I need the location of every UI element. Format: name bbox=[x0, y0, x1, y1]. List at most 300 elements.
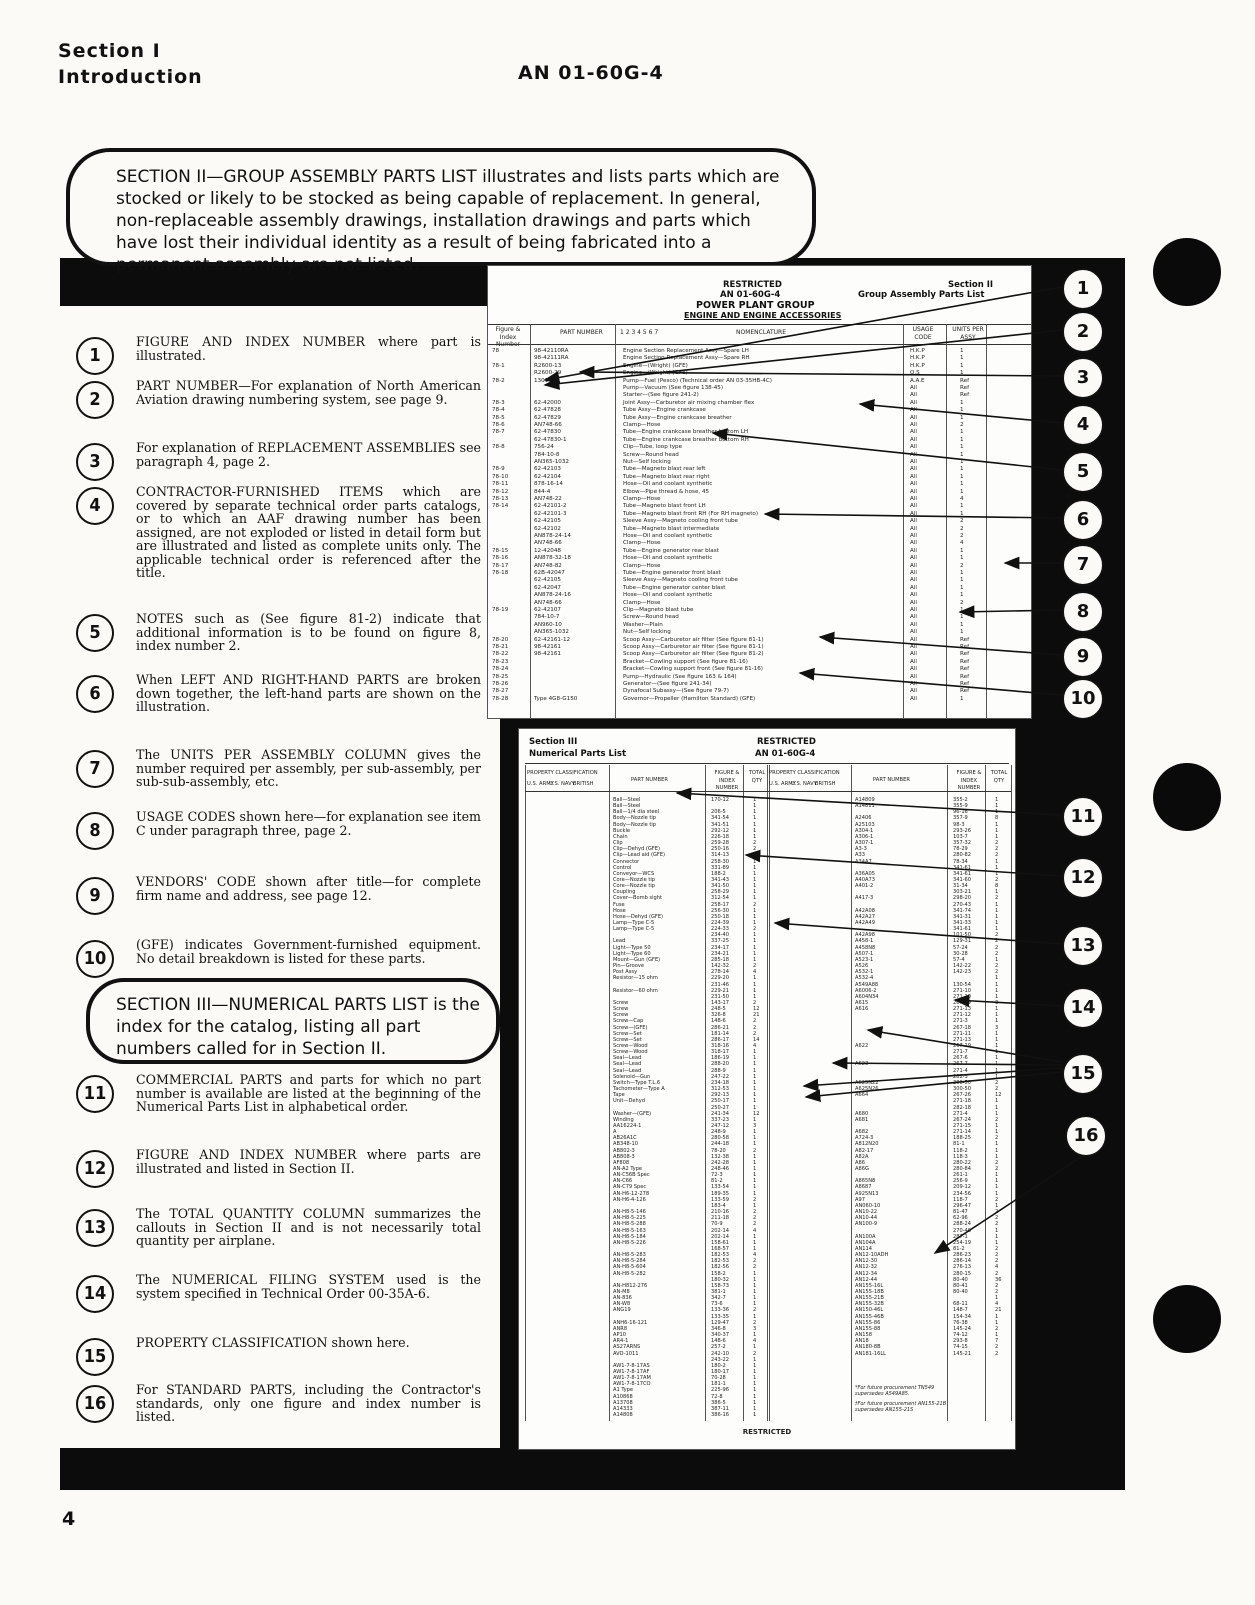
sheet2-cell-units: 1 bbox=[960, 629, 964, 636]
sheet2-cell-nomen: Engine—(Wright) (GFE) bbox=[623, 362, 688, 369]
sheet2-cell-units: 1 bbox=[960, 547, 964, 554]
sheet3-cell-part: Connector bbox=[613, 858, 640, 865]
sheet3-cell-fig: 148-6 bbox=[711, 1018, 726, 1025]
sheet3-cell-fig: 286-23 bbox=[953, 1252, 972, 1259]
sheet3-cell-fig: 80-40 bbox=[953, 1289, 968, 1295]
sheet2-cell-part: 1301-F bbox=[534, 377, 554, 384]
sheet3-cell-fig: 170-12 bbox=[711, 797, 730, 803]
sheet2-cell-units: 1 bbox=[960, 510, 964, 517]
sheet3-cell-fig: 288-24 bbox=[953, 1221, 972, 1228]
legend-number-circle: 14 bbox=[76, 1275, 114, 1313]
sheet3-cell-qty: 4 bbox=[753, 1252, 757, 1259]
legend-number-circle: 16 bbox=[76, 1385, 114, 1423]
sheet3-cell-qty: 2 bbox=[995, 1350, 999, 1357]
sheet3-cell-fig: 341-43 bbox=[711, 876, 730, 883]
sheet2-cell-part: 62-42000 bbox=[534, 399, 561, 406]
sheet3-cell-fig: 337-25 bbox=[711, 938, 730, 945]
sheet3-cell-qty: 1 bbox=[995, 1049, 999, 1056]
sheet3-cell-qty: 1 bbox=[753, 1098, 757, 1105]
sheet3-cell-part: AN-H8-5-184 bbox=[613, 1233, 646, 1240]
sheet3-cell-qty: 2 bbox=[753, 1258, 757, 1265]
sheet2-cell-part: AN748-66 bbox=[534, 540, 562, 547]
sheet3-cell-fig: 341-50 bbox=[711, 883, 730, 890]
sheet3-cell-fig: 80-40 bbox=[953, 1276, 968, 1283]
sheet3-col-army: U.S. ARMY bbox=[769, 781, 796, 787]
sheet2-cell-nomen: Tube—Engine crankcase breather bottom RH bbox=[623, 436, 749, 443]
sheet3-cell-part: AP10 bbox=[613, 1332, 627, 1339]
sheet2-cell-nomen: Tube—Magneto blast rear right bbox=[623, 473, 710, 480]
sheet2-cell-fig: 78-28 bbox=[492, 695, 509, 702]
sheet3-cell-fig: 73-6 bbox=[711, 1301, 723, 1308]
sheet2-col-usage: USAGE CODE bbox=[912, 326, 934, 341]
sheet3-cell-part: Screw—(GFE) bbox=[613, 1024, 648, 1031]
sheet2-cell-usage: All bbox=[910, 555, 917, 562]
sheet2-cell-usage: All bbox=[910, 436, 917, 443]
sheet3-cell-part: AN-H8-5-288 bbox=[613, 1221, 646, 1228]
sheet3-cell-qty: 1 bbox=[753, 1332, 757, 1339]
sheet3-cell-fig: 133-54 bbox=[711, 1184, 730, 1191]
sheet2-cell-fig: 78-16 bbox=[492, 555, 509, 562]
sheet3-cell-qty: 1 bbox=[995, 956, 999, 963]
sheet3-cell-fig: 271-15 bbox=[953, 1122, 972, 1129]
sheet2-cell-part: 62-42105 bbox=[534, 577, 561, 584]
sheet3-col-part: PART NUMBER bbox=[873, 777, 910, 783]
sheet3-col-prop: PROPERTY CLASSIFICATION bbox=[769, 770, 840, 776]
sheet3-cell-qty: 12 bbox=[995, 1092, 1002, 1099]
sheet3-cell-fig: 271-10 bbox=[953, 987, 972, 994]
sheet3-cell-qty: 1 bbox=[995, 1190, 999, 1197]
sheet3-cell-qty: 1 bbox=[753, 797, 757, 803]
section-title: Section I bbox=[58, 40, 161, 62]
sheet2-cell-usage: All bbox=[910, 577, 917, 584]
sheet3-cell-qty: 1 bbox=[753, 858, 757, 865]
sheet3-cell-part: A86G bbox=[855, 1166, 869, 1172]
sheet2-cell-fig: 78-9 bbox=[492, 466, 505, 473]
sheet2-cell-part: AN748-82 bbox=[534, 562, 562, 569]
sheet3-cell-fig: 341-61 bbox=[953, 926, 972, 933]
sheet2-cell-units: 1 bbox=[960, 414, 964, 421]
sheet3-cell-fig: 312-54 bbox=[711, 895, 730, 902]
sheet2-cell-nomen: Engine Section Replacement Assy—Spare RH bbox=[623, 355, 750, 362]
sheet3-cell-qty: 1 bbox=[753, 1135, 757, 1142]
sheet3-cell-fig: 78-29 bbox=[953, 846, 968, 853]
sheet3-cell-fig: 280-82 bbox=[953, 852, 972, 859]
legend-text: CONTRACTOR-FURNISHED ITEMS which are covered by separate technical order parts catalogs, or to which an AAF drawing number has been assigned, are not exploded or listed in detail form but are illustrated and listed as complete units only. The applicable technical order is referenced after the title. bbox=[136, 484, 481, 580]
sheet3-cell-qty: 2 bbox=[995, 1159, 999, 1166]
sheet3-cell-qty: 1 bbox=[753, 975, 757, 982]
sheet3-cell-part: AN12-32 bbox=[855, 1264, 878, 1271]
sheet3-cell-fig: 133-36 bbox=[711, 1307, 730, 1314]
sheet3-cell-fig: 78-20 bbox=[711, 1147, 726, 1154]
legend-number-circle: 10 bbox=[76, 940, 114, 978]
sheet3-cell-qty: 1 bbox=[753, 1356, 757, 1363]
sheet3-cell-qty: 4 bbox=[753, 1338, 757, 1345]
sheet3-cell-qty: 1 bbox=[995, 987, 999, 994]
sheet3-cell-qty: 1 bbox=[753, 938, 757, 945]
sheet3-cell-part: ANG19 bbox=[613, 1307, 631, 1314]
sheet2-cell-usage: All bbox=[910, 488, 917, 495]
sheet2-cell-units: 1 bbox=[960, 348, 964, 354]
sheet3-cell-part: A97 bbox=[855, 1196, 865, 1203]
sheet3-col-navy: U.S. NAVY bbox=[791, 781, 817, 787]
sheet3-cell-qty: 1 bbox=[995, 833, 999, 840]
sheet3-cell-qty: 2 bbox=[995, 876, 999, 883]
sheet3-cell-fig: 282-18 bbox=[953, 1104, 972, 1111]
sheet3-cell-fig: 62-96 bbox=[953, 1215, 968, 1222]
sheet3-cell-qty: 36 bbox=[995, 1276, 1002, 1283]
sheet3-cell-part: A664 bbox=[855, 1092, 869, 1099]
sheet2-cell-fig: 78 bbox=[492, 348, 500, 354]
sheet3-cell-part: A681 bbox=[855, 1116, 869, 1123]
sheet3-cell-fig: 143-17 bbox=[711, 999, 730, 1006]
sheet2-cell-usage: All bbox=[910, 525, 917, 532]
sheet3-cell-fig: 267-19 bbox=[953, 999, 972, 1006]
sheet3-cell-qty: 1 bbox=[753, 950, 757, 957]
sheet2-cell-nomen: Tube—Engine generator center blast bbox=[623, 584, 726, 591]
sheet3-cell-qty: 3 bbox=[753, 1122, 757, 1129]
sheet3-cell-part: A623 bbox=[855, 1061, 869, 1068]
sheet3-cell-fig: 226-18 bbox=[711, 833, 730, 840]
sheet3-cell-qty: 2 bbox=[995, 846, 999, 853]
sheet3-cell-part: A616 bbox=[855, 1006, 869, 1013]
arrow-12 bbox=[746, 855, 1062, 876]
sheet3-cell-fig: 271-14 bbox=[953, 1129, 972, 1136]
sheet3-cell-fig: 142-23 bbox=[953, 969, 972, 976]
sheet3-cell-qty: 2 bbox=[753, 1215, 757, 1222]
section-subtitle: Introduction bbox=[58, 66, 203, 88]
sheet3-cell-fig: 103-7 bbox=[953, 833, 968, 840]
sheet3-cell-fig: 280-84 bbox=[953, 1166, 972, 1172]
sheet3-col-prop: PROPERTY CLASSIFICATION bbox=[527, 770, 598, 776]
sheet3-cell-fig: 158-61 bbox=[711, 1239, 730, 1246]
sheet3-cell-qty: 1 bbox=[753, 1368, 757, 1375]
sheet2-cell-nomen: Pump—Vacuum (See figure 138-45) bbox=[623, 385, 724, 391]
sheet2-subgroup: ENGINE AND ENGINE ACCESSORIES bbox=[684, 311, 842, 320]
sheet2-cell-nomen: Pump—Hydraulic (See figure 163 & 164) bbox=[623, 673, 737, 680]
sheet3-cell-fig: 30-28 bbox=[953, 950, 968, 957]
sheet2-cell-nomen: Generator—(See figure 241-34) bbox=[623, 681, 712, 687]
sheet3-cell-qty: 1 bbox=[753, 1141, 757, 1148]
sheet2-cell-part: 62-42103 bbox=[534, 466, 561, 473]
legend-text: For explanation of REPLACEMENT ASSEMBLIES see paragraph 4, page 2. bbox=[136, 440, 481, 469]
sheet3-cell-fig: 270-43 bbox=[953, 901, 972, 908]
legend-number-circle: 12 bbox=[76, 1150, 114, 1188]
sheet3-cell-part: A bbox=[613, 1129, 617, 1136]
sheet3-cell-part: Screw—Wood bbox=[613, 1043, 648, 1049]
sheet3-cell-part: Clip bbox=[613, 840, 623, 847]
sheet2-cell-nomen: Tube—Magneto blast front RH (For RH magneto) bbox=[623, 510, 759, 517]
arrow-13 bbox=[775, 923, 1062, 944]
section2-text: SECTION II—GROUP ASSEMBLY PARTS LIST illustrates and lists parts which are stocked or likely to be stocked as being capable of replacement. In general, non-replaceable assembly drawings, installation drawings and parts which have lost their individual identity as a result of being fabricated into a permanent assembly are not listed. bbox=[116, 167, 780, 275]
sheet3-cell-part: A40A73 bbox=[855, 876, 875, 883]
sheet3-cell-part: Cover—Bomb sight bbox=[613, 895, 662, 902]
sheet3-cell-fig: 298-20 bbox=[953, 895, 972, 902]
sheet3-cell-fig: 314-13 bbox=[711, 852, 730, 859]
sheet2-cell-part: Type 4G8-G150 bbox=[534, 695, 578, 702]
sheet3-section: Section III bbox=[529, 737, 578, 747]
sheet3-cell-qty: 1 bbox=[995, 858, 999, 865]
sheet3-cell-part: AN-H8-5-284 bbox=[613, 1258, 646, 1265]
sheet2-cell-usage: All bbox=[910, 584, 917, 591]
sheet3-cell-fig: 81-47 bbox=[953, 1209, 968, 1216]
sheet3-cell-part: AN-H8-5-163 bbox=[613, 1227, 646, 1234]
sheet3-cell-fig: 250-16 bbox=[711, 846, 730, 853]
sheet3-cell-part: AVO-1011 bbox=[613, 1350, 639, 1357]
sheet2-cell-fig: 78-22 bbox=[492, 651, 509, 658]
sheet3-cell-qty: 1 bbox=[995, 797, 999, 803]
sheet3-cell-qty: 1 bbox=[753, 1233, 757, 1240]
sheet3-cell-qty: 1 bbox=[753, 1344, 757, 1351]
page-number: 4 bbox=[62, 1508, 76, 1530]
sheet3-cell-fig: 318-17 bbox=[711, 1049, 730, 1056]
sheet3-cell-part: AN158 bbox=[855, 1332, 873, 1339]
legend-number-circle: 2 bbox=[76, 381, 114, 419]
sheet3-cell-fig: 158-73 bbox=[711, 1282, 730, 1289]
sheet3-cell-qty: 1 bbox=[995, 1141, 999, 1148]
sheet2-cell-units: 2 bbox=[960, 599, 964, 606]
sheet2-cell-part: 62B-42047 bbox=[534, 570, 565, 576]
sheet3-cell-qty: 21 bbox=[753, 1012, 760, 1019]
sheet3-cell-fig: 278-14 bbox=[711, 969, 730, 976]
sheet3-cell-qty: 1 bbox=[753, 1387, 757, 1394]
sheet3-cell-qty: 1 bbox=[995, 1184, 999, 1191]
sheet3-cell-fig: 271-13 bbox=[953, 1036, 972, 1043]
sheet3-cell-fig: 248-46 bbox=[711, 1166, 730, 1172]
sheet3-cell-part: Switch—Type T.L.6 bbox=[613, 1079, 661, 1086]
sheet3-cell-qty: 1 bbox=[753, 809, 757, 816]
sheet3-cell-fig: 267-18 bbox=[953, 1024, 972, 1031]
sheet3-cell-fig: 231-46 bbox=[711, 981, 730, 988]
sheet3-cell-fig: 258-17 bbox=[711, 901, 730, 908]
sheet3-cell-fig: 341-54 bbox=[711, 815, 730, 822]
sheet3-cell-qty: 2 bbox=[995, 963, 999, 970]
sheet2-cell-usage: All bbox=[910, 629, 917, 636]
sheet2-cell-nomen: Sleeve Assy—Magneto cooling front tube bbox=[623, 577, 738, 584]
sheet2-restricted: RESTRICTED bbox=[723, 280, 782, 290]
sheet3-cell-part: AN12-30 bbox=[855, 1258, 878, 1265]
sheet3-cell-part: Screw—Set bbox=[613, 1036, 642, 1043]
sheet3-cell-part: AN-H8-5-146 bbox=[613, 1209, 646, 1216]
sheet2-cell-fig: 78-10 bbox=[492, 473, 509, 480]
legend-text: COMMERCIAL PARTS and parts for which no part number is available are listed at the beginning of the Numerical Parts List in alphabetical order. bbox=[136, 1072, 481, 1114]
sheet3-cell-part: A523-1 bbox=[855, 956, 874, 963]
sheet3-cell-qty: 2 bbox=[753, 1030, 757, 1037]
sheet2-cell-usage: All bbox=[910, 399, 917, 406]
sheet2-cell-part: 98-42110RA bbox=[534, 348, 569, 354]
sheet3-cell-qty: 2 bbox=[995, 938, 999, 945]
sheet3-cell-fig: 229-20 bbox=[711, 975, 730, 982]
sheet2-cell-usage: All bbox=[910, 496, 917, 502]
sheet3-cell-qty: 1 bbox=[753, 956, 757, 963]
legend-text: (GFE) indicates Government-furnished equipment. No detail breakdown is listed for these parts. bbox=[136, 937, 481, 966]
sheet3-cell-fig: 202-14 bbox=[711, 1227, 730, 1234]
sheet3-cell-fig: 337-23 bbox=[711, 1116, 730, 1123]
sheet3-cell-part: Hose—Dehyd (GFE) bbox=[613, 913, 664, 920]
sheet3-cell-part: Buckle bbox=[613, 827, 631, 834]
sheet3-cell-qty: 2 bbox=[995, 1252, 999, 1259]
sheet3-cell-fig: 342-7 bbox=[711, 1295, 726, 1302]
sheet2-cell-part: 62-47828 bbox=[534, 407, 561, 414]
sheet2-cell-fig: 78-3 bbox=[492, 399, 505, 406]
sheet3-cell-fig: 341-51 bbox=[711, 821, 730, 828]
legend-number-circle: 7 bbox=[76, 750, 114, 788]
sheet3-cell-fig: 341-61 bbox=[953, 864, 972, 871]
sheet3-cell-fig: 271-4 bbox=[953, 1110, 968, 1117]
sheet3-cell-qty: 4 bbox=[995, 1264, 999, 1271]
sheet2-cell-units: 2 bbox=[960, 518, 964, 525]
sheet3-cell-fig: 145-21 bbox=[953, 1350, 972, 1357]
sheet3-cell-fig: 129-47 bbox=[711, 1319, 730, 1326]
callout-4: 4 bbox=[1062, 404, 1104, 446]
sheet3-cell-qty: 2 bbox=[753, 1209, 757, 1216]
sheet2-cell-nomen: Bracket—Cowling support front (See figure 81-16) bbox=[623, 666, 763, 673]
sheet3-cell-part: AN155-18B bbox=[855, 1289, 884, 1295]
sheet3-cell-qty: 1 bbox=[995, 821, 999, 828]
sheet3-cell-part: AN-H6-12-278 bbox=[613, 1190, 650, 1197]
sheet3-cell-fig: 341-74 bbox=[953, 907, 972, 914]
arrow-15d bbox=[806, 1072, 1062, 1097]
sheet3-cell-part: Light—Type 50 bbox=[613, 944, 651, 951]
sheet2-cell-fig: 78-5 bbox=[492, 414, 505, 421]
sheet3-cell-qty: 1 bbox=[995, 827, 999, 834]
sheet3-cell-qty: 1 bbox=[995, 864, 999, 871]
sheet3-cell-part: AN-A2 Type bbox=[613, 1166, 643, 1172]
sheet3-cell-fig: 70-9 bbox=[711, 1221, 723, 1228]
sheet3-cell-part: AN-H8-5-283 bbox=[613, 1252, 646, 1259]
callout-12: 12 bbox=[1062, 857, 1104, 899]
sheet3-cell-fig: 130-54 bbox=[953, 981, 972, 988]
sheet2-cell-units: 1 bbox=[960, 584, 964, 591]
sheet3-cell-part: Screw—Cap bbox=[613, 1018, 644, 1025]
sheet3-cell-part: AB26A1C bbox=[613, 1135, 637, 1142]
arrow-14 bbox=[955, 1000, 1062, 1006]
sheet3-cell-qty: 2 bbox=[995, 1079, 999, 1086]
sheet3-cell-part: A304-1 bbox=[855, 827, 874, 834]
sheet3-cell-fig: 293-8 bbox=[953, 1338, 968, 1345]
sheet2-cell-usage: All bbox=[910, 459, 917, 465]
sheet2-cell-units: Ref bbox=[960, 681, 970, 687]
sheet3-cell-qty: 1 bbox=[995, 1147, 999, 1154]
sheet2-cell-nomen: Hose—Oil and coolant synthetic bbox=[623, 533, 713, 539]
sheet3-cell-fig: 288-9 bbox=[711, 1067, 726, 1074]
sheet3-cell-fig: 231-50 bbox=[711, 993, 730, 1000]
sheet2-cell-part: 62-42104 bbox=[534, 473, 561, 480]
sheet3-cell-qty: 4 bbox=[995, 1301, 999, 1308]
sheet3-cell-fig: 81-2 bbox=[953, 1245, 965, 1252]
legend-number-circle: 8 bbox=[76, 812, 114, 850]
sheet3-cell-qty: 1 bbox=[995, 809, 999, 816]
sheet2-cell-part: 12-42048 bbox=[534, 547, 561, 554]
arrow-9 bbox=[820, 637, 1062, 655]
sheet3-cell-qty: 2 bbox=[995, 895, 999, 902]
sheet3-cell-fig: 181-1 bbox=[711, 1381, 726, 1388]
sheet3-cell-fig: 261-1 bbox=[953, 1172, 968, 1179]
sheet3-cell-fig: 241-34 bbox=[711, 1110, 730, 1117]
sheet3-cell-qty: 1 bbox=[995, 1153, 999, 1160]
sheet3-cell-fig: 142-22 bbox=[953, 963, 972, 970]
sheet3-cell-fig: 267-6 bbox=[953, 1055, 968, 1062]
sheet2-cell-nomen: Tube Assy—Engine crankcase bbox=[623, 407, 706, 414]
sheet3-cell-qty: 1 bbox=[753, 981, 757, 988]
sheet3-cell-qty: 1 bbox=[995, 1332, 999, 1339]
sheet2-cell-usage: All bbox=[910, 466, 917, 473]
sheet3-cell-qty: 1 bbox=[753, 920, 757, 926]
sheet3-cell-qty: 1 bbox=[753, 1092, 757, 1099]
callout-10: 10 bbox=[1062, 678, 1104, 720]
sheet3-cell-qty: 1 bbox=[995, 1061, 999, 1068]
sheet3-cell-qty: 1 bbox=[995, 1110, 999, 1117]
callout-14: 14 bbox=[1062, 987, 1104, 1029]
sheet3-cell-part: Mount—Gun (GFE) bbox=[613, 956, 661, 963]
sheet2-cell-nomen: Scoop Assy—Carburetor air filter (See figure 81-1) bbox=[623, 636, 764, 643]
sheet2-cell-usage: All bbox=[910, 422, 917, 428]
sheet3-cell-qty: 2 bbox=[995, 1289, 999, 1295]
sheet3-cell-fig: 158-2 bbox=[711, 1270, 726, 1277]
sheet2-cell-part: R2600-13 bbox=[534, 362, 562, 369]
legend-text: USAGE CODES shown here—for explanation see item C under paragraph three, page 2. bbox=[136, 809, 481, 838]
sheet3-cell-qty: 2 bbox=[753, 1264, 757, 1271]
sheet3-cell-fig: 234-40 bbox=[711, 932, 730, 939]
sheet3-cell-part: Clip—Dehyd (GFE) bbox=[613, 846, 660, 853]
sheet3-cell-qty: 1 bbox=[995, 1129, 999, 1136]
sheet2-cell-nomen: Nut—Self locking bbox=[623, 459, 671, 465]
sheet2-cell-usage: All bbox=[910, 651, 917, 658]
sheet3-cell-part: Hose bbox=[613, 907, 626, 914]
legend-text: NOTES such as (See figure 81-2) indicate that additional information is to be found on figure 8, index number 2. bbox=[136, 611, 481, 653]
sheet2-cell-part: AN878-24-16 bbox=[534, 592, 571, 599]
sheet3-cell-fig: 271-13 bbox=[953, 1006, 972, 1013]
sheet3-cell-fig: 258-30 bbox=[711, 858, 730, 865]
sheet2-cell-units: 4 bbox=[960, 540, 964, 547]
sheet2-cell-part: 62-42047 bbox=[534, 584, 561, 591]
sheet3-cell-fig: 292-13 bbox=[711, 1092, 730, 1099]
legend-number-circle: 11 bbox=[76, 1075, 114, 1113]
sheet3-cell-qty: 1 bbox=[753, 1073, 757, 1080]
sheet2-cell-nomen: Screw—Round head bbox=[623, 451, 679, 458]
sheet2-cell-part: 98-42111RA bbox=[534, 355, 569, 362]
sheet3-cell-part: Pin—Groove bbox=[613, 963, 645, 970]
sheet3-cell-part: A3-3 bbox=[855, 846, 867, 853]
sheet3-cell-fig: 271-4 bbox=[953, 1067, 968, 1074]
sheet3-cell-part: A8687 bbox=[855, 1184, 872, 1191]
sheet3-cell-part: AN-H8-5-225 bbox=[613, 1215, 646, 1222]
sheet3-cell-qty: 2 bbox=[995, 1221, 999, 1228]
sheet3-cell-part: AB348-10 bbox=[613, 1141, 639, 1148]
sheet3-cell-part: Control bbox=[613, 864, 632, 871]
sheet3-cell-fig: 286-14 bbox=[953, 1258, 972, 1265]
sheet2-cell-usage: All bbox=[910, 510, 917, 517]
sheet3-cell-fig: 293-26 bbox=[953, 827, 972, 834]
sheet3-cell-fig: 118-3 bbox=[953, 1153, 968, 1160]
callout-1: 1 bbox=[1062, 268, 1104, 310]
sheet3-cell-fig: 189-35 bbox=[711, 1190, 730, 1197]
sheet3-cell-fig: 229-21 bbox=[711, 987, 730, 994]
sheet3-col-fig: FIGURE & INDEX NUMBER bbox=[956, 770, 982, 792]
sheet3-cell-fig: 346-8 bbox=[711, 1325, 726, 1332]
sheet2-cell-units: 1 bbox=[960, 607, 964, 613]
sheet3-cell-part: AN155-88 bbox=[855, 1325, 881, 1332]
legend-text: PROPERTY CLASSIFICATION shown here. bbox=[136, 1335, 410, 1350]
sheet3-cell-part: AN-M8 bbox=[613, 1289, 630, 1295]
sheet2-cell-usage: All bbox=[910, 644, 917, 650]
sheet2-cell-units: Ref bbox=[960, 636, 970, 643]
legend-number-circle: 9 bbox=[76, 877, 114, 915]
sheet3-cell-fig: 202-14 bbox=[711, 1233, 730, 1240]
sheet3-cell-fig: 133-35 bbox=[711, 1313, 730, 1320]
callout-6: 6 bbox=[1062, 499, 1104, 541]
sheet2-cell-usage: All bbox=[910, 695, 917, 702]
sheet3-cell-fig: 129-31 bbox=[953, 938, 972, 945]
